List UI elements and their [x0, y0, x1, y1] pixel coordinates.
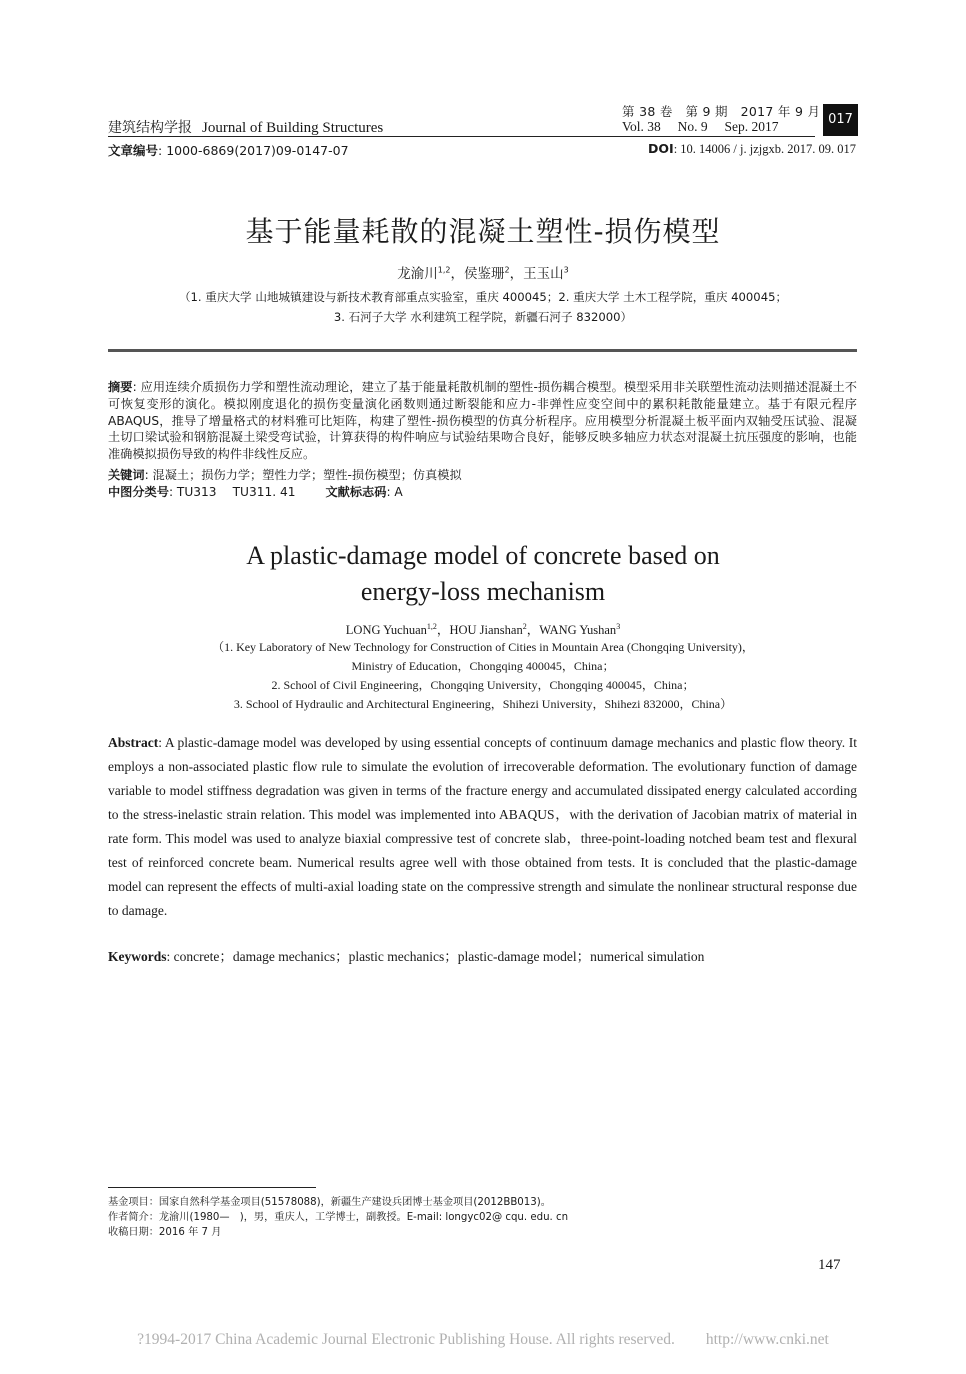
paper-title-en-line: A plastic-damage model of concrete based on [246, 541, 720, 570]
author-name: HOU Jianshan [449, 623, 523, 637]
affiliation-line: 3. 石河子大学 水利建筑工程学院，新疆石河子 832000） [333, 310, 633, 324]
keywords-en-text: : concrete；damage mechanics；plastic mechanics；plastic-damage model；numerical simulation [166, 949, 705, 964]
affiliation-line: 3. School of Hydraulic and Architectural Engineering，Shihezi University，Shihezi 832000，China） [233, 697, 733, 711]
author-affiliation-mark: 3 [563, 265, 569, 275]
affiliation-line: （1. Key Laboratory of New Technology for Construction of Cities in Mountain Area (Chongqing University)， [212, 640, 754, 654]
author-name: 龙渝川 [397, 266, 438, 282]
page-tag: 017 [823, 104, 858, 136]
clc-value: : TU313 TU311. 41 [168, 485, 296, 499]
author-affiliation-mark: 1,2 [437, 265, 451, 275]
volume-info-en: Vol. 38 No. 9 Sep. 2017 [622, 119, 779, 134]
author-affiliation-mark: 2 [522, 621, 527, 631]
affiliations-cn [108, 287, 858, 327]
author-name: 王玉山 [523, 266, 564, 282]
header-divider [108, 136, 815, 137]
affiliation-line: 2. School of Civil Engineering，Chongqing University，Chongqing 400045，China； [271, 678, 695, 692]
abstract-cn [108, 379, 857, 463]
keywords-en [108, 945, 857, 969]
footnote-funding: 基金项目：国家自然科学基金项目(51578088)，新疆生产建设兵团博士基金项目(2012BB013)。 [108, 1197, 551, 1208]
paper-title-en-line: energy-loss mechanism [360, 577, 606, 606]
journal-name-en: Journal of Building Structures [202, 120, 384, 136]
author-separator: ， [436, 623, 450, 637]
abstract-cn-text: : 应用连续介质损伤力学和塑性流动理论，建立了基于能量耗散机制的塑性-损伤耦合模型。模型采用非关联塑性流动法则描述混凝土不可恢复变形的演化。模拟刚度退化的损伤变量演化函数则通过断裂能和应力-非弹性应变空间中的累积耗散能量建立。基于有限元程序 ABAQUS，推导了增量格式的材料雅可比矩阵，构建了塑性-损伤模型的仿真分析程序。应用模型分析混凝土板平面内双轴受压试验、混凝土切口梁试验和钢筋混凝土梁受弯试验，计算获得的构件响应与试验结果吻合良好，能够反映多轴应力状态对混凝土抗压强度的影响，也能准确模拟损伤导致的构件非线性反应。 [108, 380, 857, 462]
paper-title-en [0, 538, 966, 610]
clc-label: 中图分类号 [108, 485, 169, 499]
affiliations-en [108, 638, 858, 714]
doc-code-value: : A [386, 485, 403, 499]
author-name: 侯鉴珊 [464, 266, 505, 282]
article-number [108, 141, 349, 159]
doi [648, 141, 856, 157]
article-number-label: 文章编号 [108, 143, 159, 158]
volume-info [622, 104, 820, 134]
classification-cn [108, 484, 857, 501]
abstract-en-text: : A plastic-damage model was developed by using essential concepts of continuum damage mechanics and plastic flow theory. It employs a non-associated plastic flow rule to simulate the evolution of irrecoverable deformation. The evolutionary function of damage variable to model stiffness degradation was given in terms of the fracture energy and accumulated dissipated energy calculated according to the stress-inelastic strain relation. This model was implemented into ABAQUS，with the derivation of Jacobian matrix of material in rate form. This model was used to analyze biaxial compressive test of concrete slab，three-point-loading notched beam test and flexural test of reinforced concrete beam. Numerical results agree well with those obtained from tests. It is concluded that the plastic-damage model can represent the effects of multi-axial loading state on the compressive strength and simulate the nonlinear structural response due to damage. [108, 735, 857, 918]
paper-title-cn: 基于能量耗散的混凝土塑性-损伤模型 [245, 215, 721, 248]
abstract-en [108, 731, 857, 923]
volume-info-cn: 第 38 卷 第 9 期 2017 年 9 月 [622, 104, 821, 119]
doi-label: DOI [648, 141, 674, 156]
journal-name-cn: 建筑结构学报 [108, 120, 192, 136]
author-separator: ， [526, 623, 540, 637]
footnote-received-date: 收稿日期：2016 年 7 月 [108, 1227, 222, 1238]
author-name: WANG Yushan [539, 623, 617, 637]
affiliation-line: （1. 重庆大学 山地城镇建设与新技术教育部重点实验室，重庆 400045；2. 重庆大学 土木工程学院，重庆 400045； [178, 290, 788, 304]
author-affiliation-mark: 1,2 [426, 621, 437, 631]
footnote-author-bio: 作者简介：龙渝川(1980— )，男，重庆人，工学博士，副教授。E-mail: longyc02@ cqu. edu. cn [108, 1212, 569, 1223]
affiliation-line: Ministry of Education，Chongqing 400045，China； [351, 659, 615, 673]
author-name: LONG Yuchuan [345, 623, 427, 637]
keywords-en-label: Keywords [108, 949, 167, 964]
title-divider [108, 349, 857, 352]
keywords-cn [108, 467, 857, 484]
doi-value: : 10. 14006 / j. jzjgxb. 2017. 09. 017 [673, 142, 856, 156]
author-affiliation-mark: 3 [616, 621, 621, 631]
footnote-divider [108, 1187, 316, 1188]
abstract-cn-label: 摘要 [108, 380, 133, 394]
doc-code-label: 文献标志码 [325, 485, 387, 499]
author-separator: ， [509, 266, 524, 282]
keywords-cn-text: : 混凝土；损伤力学；塑性力学；塑性-损伤模型；仿真模拟 [144, 468, 462, 482]
keywords-cn-label: 关键词 [108, 468, 145, 482]
journal-name [108, 117, 383, 137]
authors-en [0, 620, 966, 638]
authors-cn [0, 262, 966, 282]
footnotes [108, 1195, 857, 1240]
author-separator: ， [450, 266, 465, 282]
author-affiliation-mark: 2 [504, 265, 510, 275]
abstract-en-label: Abstract [108, 735, 159, 750]
copyright-watermark: ?1994-2017 China Academic Journal Electronic Publishing House. All rights reserved. http://www.cnki.net [137, 1331, 829, 1348]
page-number: 147 [818, 1257, 841, 1273]
article-number-value: : 1000-6869(2017)09-0147-07 [158, 143, 349, 158]
